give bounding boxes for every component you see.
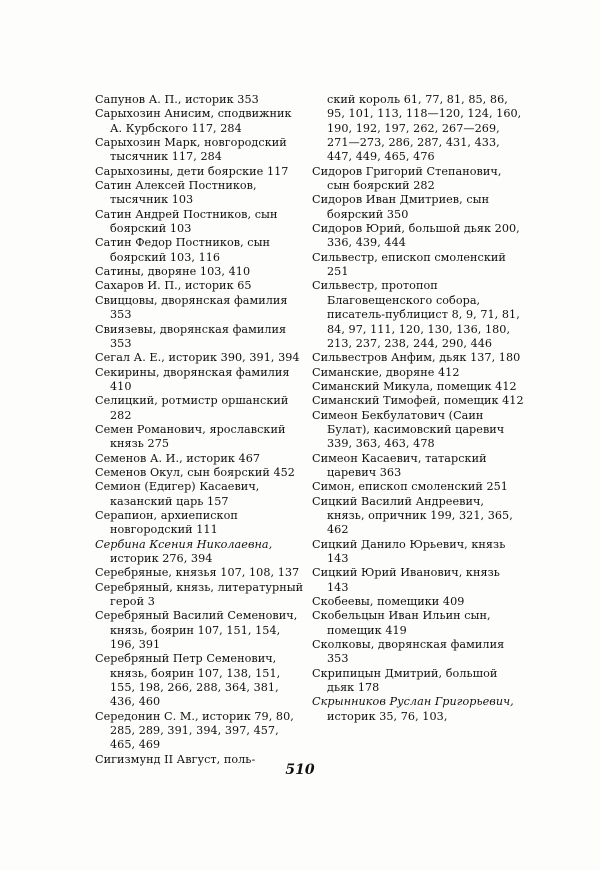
index-entry: Симеон Касаевич, татарский царевич 363 [312,451,487,479]
index-entry: Симеон Бекбулатович (Саин Булат), касимовский царевич 339, 363, 463, 478 [312,408,505,451]
index-entry: Секирины, дворянская фамилия 410 [95,365,290,393]
index-entry-italic-name: Сербина Ксения Николаевна, [95,537,273,551]
index-entry-pages: историк 35, 76, 103, [327,709,448,723]
index-entry: Селицкий, ротмистр оршанский 282 [95,394,289,422]
index-entry: Сарыхозины, дети боярские 117 [95,164,289,178]
index-entry: Сарыхозин Анисим, сподвижник А. Курбского 117, 284 [95,107,292,135]
index-entry-continuation: ский король 61, 77, 81, 85, 86, 95, 101, 113, 118—120, 124, 160, 190, 192, 197, 262, 267—269, 271—273, 286, 287, 431, 433, 447, 449, 465, 476 [327,93,522,164]
index-entry: Сатины, дворяне 103, 410 [95,265,251,279]
index-entry: Симанский Микула, помещик 412 [312,379,517,393]
index-entry: Симон, епископ смоленский 251 [312,480,508,494]
index-entry: Сатин Андрей Постников, сын боярский 103 [95,207,278,236]
index-entry: Свиязевы, дворянская фамилия 353 [95,322,287,350]
index-entry: Сатин Алексей Постников, тысячник 103 [95,179,257,207]
index-entry: Сахаров И. П., историк 65 [95,279,252,293]
index-entry-pages: историк 276, 394 [110,552,213,565]
index-entry: Свиццовы, дворянская фамилия 353 [95,293,288,322]
index-entry: Сегал А. Е., историк 390, 391, 394 [95,351,300,365]
index-entry: Семенов А. И., историк 467 [95,451,261,465]
index-entry: Скобеевы, помещики 409 [312,595,465,609]
index-entry: Сапунов А. П., историк 353 [95,93,259,106]
index-entry: Середонин С. М., историк 79, 80, 285, 289, 391, 394, 397, 457, 465, 469 [95,709,294,752]
index-entry: Серебряные, князья 107, 108, 137 [95,566,300,580]
index-entry: Семион (Едигер) Касаевич, казанский царь 157 [95,480,260,508]
index-entry: Семен Романович, ярославский князь 275 [95,422,286,451]
index-entry [95,538,307,567]
index-entry-italic-name: Скрынников Руслан Григорьевич, [312,695,514,709]
index-entry: Серебряный Петр Семенович, князь, боярин 107, 138, 151, 155, 198, 266, 288, 364, 381, 436, 460 [95,652,281,709]
index-entry: Сильвестров Анфим, дьяк 137, 180 [312,351,521,365]
index-column-left [95,93,307,767]
index-column-right [312,93,524,724]
index-entry: Симанские, дворяне 412 [312,365,460,379]
index-entry: Скрипицын Дмитрий, большой дьяк 178 [312,666,498,695]
index-entry [312,695,524,724]
index-entry: Сицкий Данило Юрьевич, князь 143 [312,537,506,565]
index-entry: Сатин Федор Постников, сын боярский 103, 116 [95,236,271,264]
index-entry: Сидоров Григорий Степанович, сын боярский 282 [312,164,502,193]
index-entry: Сильвестр, протопоп Благовещенского собора, писатель-публицист 8, 9, 71, 81, 84, 97, 111, 120, 130, 136, 180, 213, 237, 238, 244, 290, 446 [312,279,520,350]
index-entry: Скобельцын Иван Ильин сын, помещик 419 [312,609,491,637]
index-entry: Сицкий Василий Андреевич, князь, опричник 199, 321, 365, 462 [312,494,513,537]
index-entry: Серапион, архиепископ новгородский 111 [95,508,238,537]
index-entry: Сицкий Юрий Иванович, князь 143 [312,566,500,594]
index-entry: Сидоров Иван Дмитриев, сын боярский 350 [312,193,490,221]
index-entry: Сильвестр, епископ смоленский 251 [312,250,506,279]
index-entry: Серебряный, князь, литературный герой 3 [95,580,304,609]
index-entry: Сидоров Юрий, большой дьяк 200, 336, 439, 444 [312,222,520,250]
index-entry: Семенов Окул, сын боярский 452 [95,465,295,479]
index-entry: Серебряный Василий Семенович, князь, боярин 107, 151, 154, 196, 391 [95,609,298,652]
index-entry: Сигизмунд II Август, поль- [95,752,256,766]
index-entry: Сколковы, дворянская фамилия 353 [312,638,505,666]
index-entry: Симанский Тимофей, помещик 412 [312,394,524,408]
index-entry: Сарыхозин Марк, новгородский тысячник 117, 284 [95,136,287,164]
page-number: 510 [285,762,315,778]
